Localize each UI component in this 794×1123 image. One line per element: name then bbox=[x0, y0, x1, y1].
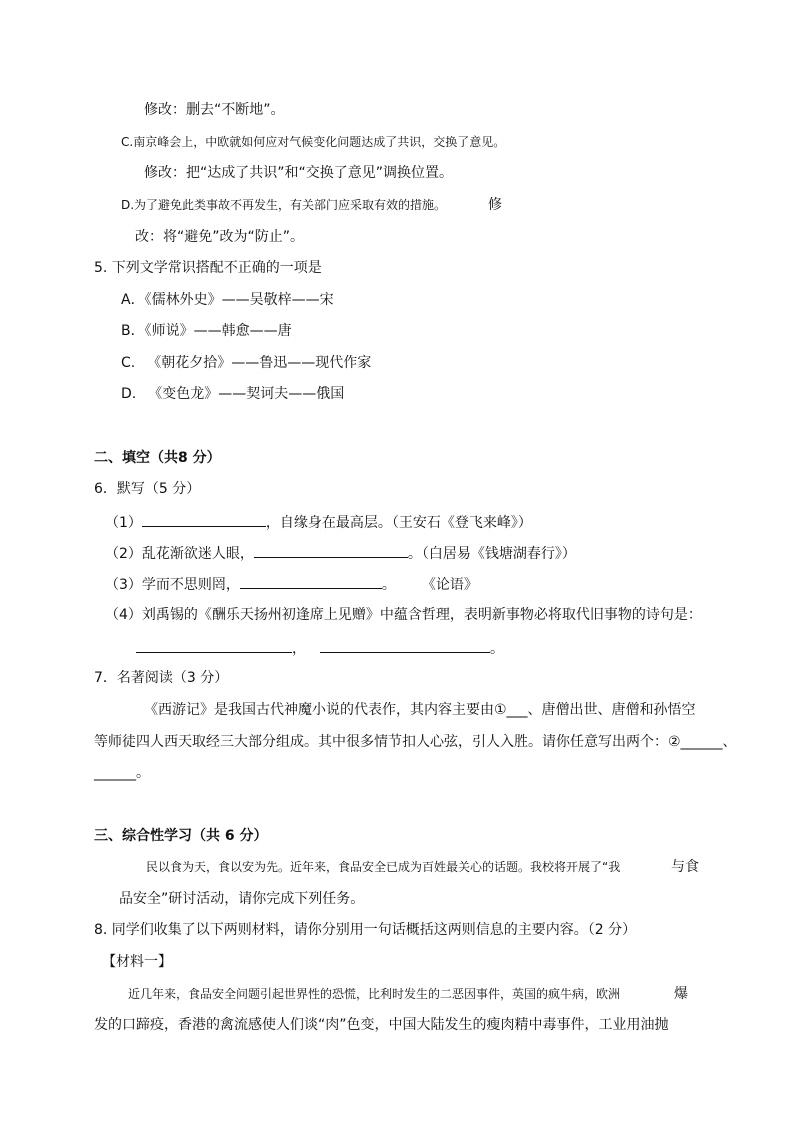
option-text: 《朝花夕拾》——鲁迅——现代作家 bbox=[147, 355, 372, 371]
q4-c-fix: 修改：把“达成了共识”和“交换了意见”调换位置。 bbox=[144, 165, 454, 181]
item-number[interactable]: （1） bbox=[105, 515, 142, 531]
q4-option-d: D.为了避免此类事故不再发生，有关部门应采取有效的措施。 bbox=[121, 198, 447, 212]
q7-line-3: ______。 bbox=[94, 765, 150, 781]
answer-blank[interactable] bbox=[142, 514, 266, 527]
q4-option-c: C.南京峰会上，中欧就如何应对气候变化问题达成了共识，交换了意见。 bbox=[121, 135, 506, 149]
q7-stem: 7．名著阅读（3 分） bbox=[94, 670, 229, 686]
section-3-intro-line-1-end: 与食 bbox=[671, 859, 699, 875]
material-1-line-2: 发的口蹄疫，香港的禽流感使人们谈“肉”色变，中国大陆发生的瘦肉精中毒事件，工业用油抛 bbox=[94, 1017, 669, 1033]
q8-stem: 8. 同学们收集了以下两则材料，请你分别用一句话概括这两则信息的主要内容。（2 分） bbox=[94, 922, 637, 938]
material-1-line-1: 近几年来，食品安全问题引起世界性的恐慌，比利时发生的二恶因事件，英国的疯牛病，欧洲 bbox=[128, 987, 621, 1001]
section-3-intro-line-2: 品安全”研讨活动，请你完成下列任务。 bbox=[119, 891, 365, 907]
q4-b-fix: 修改：删去“不断地”。 bbox=[144, 102, 285, 118]
separator: ， bbox=[292, 641, 306, 657]
answer-blank[interactable] bbox=[320, 640, 490, 653]
q5-option-d bbox=[121, 387, 344, 401]
q6-item-2 bbox=[105, 545, 576, 561]
q7-line-2: 等师徒四人西天取经三大部分组成。其中很多情节扣人心弦，引人入胜。请你任意写出两个：②______、 bbox=[94, 734, 737, 750]
q6-item-3 bbox=[105, 576, 478, 592]
item-text: 学而不思则罔， bbox=[141, 577, 240, 593]
answer-blank[interactable] bbox=[254, 545, 408, 558]
item-number: （3） bbox=[105, 577, 142, 593]
item-text: 刘禹锡的《酬乐天扬州初逢席上见赠》中蕴含哲理，表明新事物必将取代旧事物的诗句是： bbox=[141, 607, 702, 623]
answer-blank[interactable] bbox=[136, 640, 292, 653]
item-number: （4） bbox=[105, 607, 142, 623]
item-source: 《论语》 bbox=[421, 577, 478, 593]
section-2-title: 二、填空（共8 分） bbox=[94, 450, 221, 466]
item-number: （2） bbox=[105, 546, 142, 562]
q5-option-a bbox=[121, 293, 334, 307]
option-text: 《变色龙》——契诃夫——俄国 bbox=[148, 386, 345, 402]
section-3-title: 三、综合性学习（共 6 分） bbox=[94, 828, 268, 844]
q7-line-1: 《西游记》是我国古代神魔小说的代表作，其内容主要由①___、唐僧出世、唐僧和孙悟空 bbox=[144, 702, 696, 718]
option-letter: B． bbox=[121, 323, 145, 339]
option-letter: A． bbox=[121, 292, 145, 308]
q6-item-4 bbox=[105, 608, 702, 622]
material-1-title: 【材料一】 bbox=[102, 954, 172, 970]
q6-item-4-answers bbox=[136, 640, 504, 656]
answer-blank[interactable] bbox=[240, 576, 382, 589]
item-text: ，自缘身在最高层。（王安石《登飞来峰》） bbox=[265, 515, 532, 531]
q6-item-1 bbox=[105, 514, 532, 530]
section-3-intro-line-1: 民以食为天，食以安为先。近年来，食品安全已成为百姓最关心的话题。我校将开展了“我 bbox=[146, 860, 621, 874]
item-text: 。（白居易《钱塘湖春行》） bbox=[407, 546, 576, 562]
material-1-line-1-end: 爆 bbox=[674, 986, 688, 1002]
q4-d-fix-head: 修 bbox=[488, 197, 502, 213]
q5-option-b bbox=[121, 324, 292, 338]
end-mark: 。 bbox=[490, 641, 504, 657]
q5-option-c bbox=[121, 356, 371, 370]
q6-stem: 6．默写（5 分） bbox=[94, 481, 201, 497]
q5-stem: 5. 下列文学常识搭配不正确的一项是 bbox=[94, 260, 322, 276]
q4-d-fix: 改：将“避免”改为“防止”。 bbox=[135, 229, 305, 245]
option-text: 《儒林外史》——吴敬梓——宋 bbox=[144, 292, 334, 308]
option-letter: D. bbox=[121, 386, 137, 402]
item-text: 乱花渐欲迷人眼， bbox=[141, 546, 254, 562]
item-text: 。 bbox=[381, 577, 396, 593]
option-letter: C. bbox=[121, 355, 136, 371]
option-text: 《师说》——韩愈——唐 bbox=[144, 323, 292, 339]
